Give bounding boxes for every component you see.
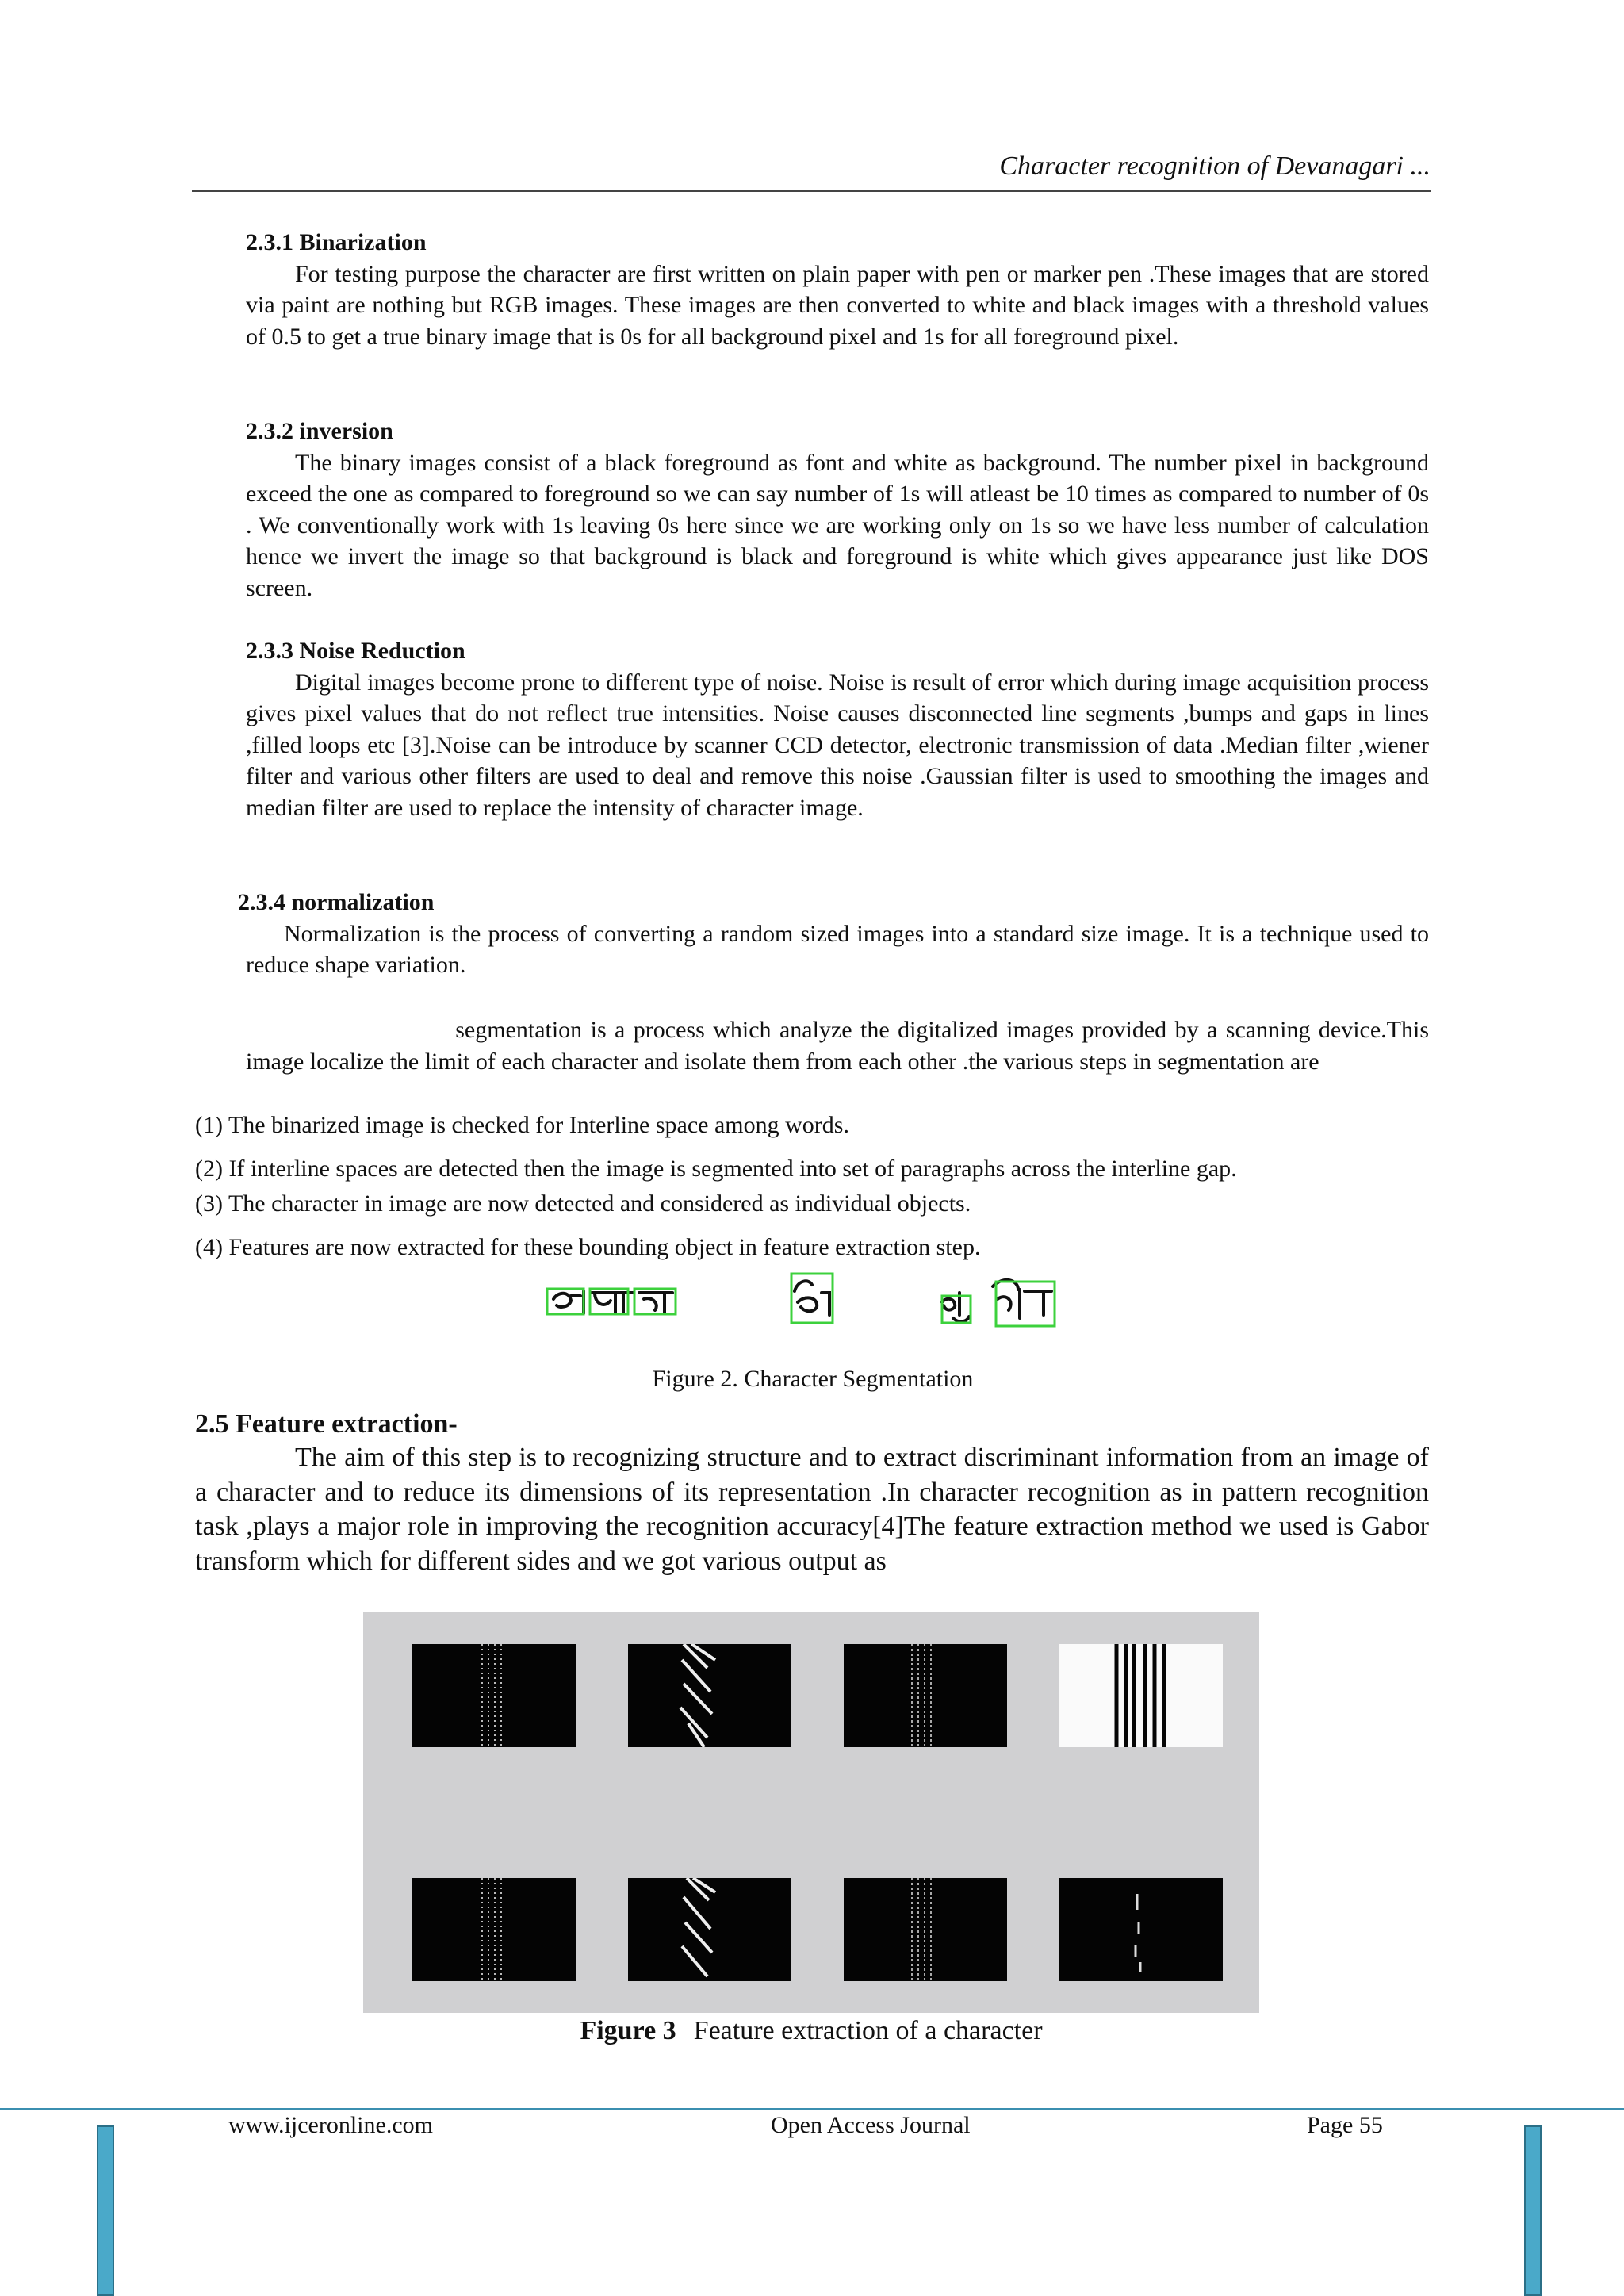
running-header: Character recognition of Devanagari ... <box>999 151 1431 181</box>
section-body-binarization: For testing purpose the character are first written on plain paper with pen or marker pen .These images that are stored via paint are nothing but RGB images. These images are then converted to white and black images with a threshold values of 0.5 to get a true binary image that is 0s for all background pixel and 1s for all foreground pixel. <box>246 260 1429 350</box>
segmentation-step: (3) The character in image are now detected and considered as individual objects. <box>195 1190 971 1217</box>
segmentation-intro-block <box>218 1013 1429 1077</box>
figure-2-caption: Figure 2. Character Segmentation <box>652 1366 974 1392</box>
section-heading-binarization: 2.3.1 Binarization <box>246 229 427 255</box>
section-heading-normalization: 2.3.4 normalization <box>238 889 435 915</box>
figure-3-image <box>363 1612 1259 2013</box>
footer-page-number: Page 55 <box>1307 2112 1383 2138</box>
section-body-noise-reduction: Digital images become prone to different type of noise. Noise is result of error which during image acquisition process gives pixel values that do not reflect true intensities. Noise causes disconnected line segments ,bumps and gaps in lines ,filled loops etc [3].Noise can be introduce by scanner CCD detector, electronic transmission of data .Median filter ,wiener filter and various other filters are used to deal and remove this noise .Gaussian filter is used to smoothing the images and median filter are used to replace the intensity of character image. <box>246 669 1429 821</box>
gabor-output-tile <box>412 1644 576 1747</box>
footer-right-accent-bar <box>1524 2125 1542 2296</box>
gabor-output-tile <box>1059 1878 1223 1981</box>
section-binarization <box>246 227 1429 352</box>
section-noise-reduction <box>246 635 1429 823</box>
figure-3-label: Figure 3 <box>580 2016 676 2045</box>
section-normalization <box>238 887 1429 981</box>
segmentation-intro: segmentation is a process which analyze the digitalized images provided by a scanning device.This image localize the limit of each character and isolate them from each other .the various steps in segmentation are <box>246 1017 1429 1075</box>
gabor-output-tile <box>844 1644 1007 1747</box>
gabor-output-tile <box>628 1644 791 1747</box>
footer-journal: Open Access Journal <box>771 2112 971 2138</box>
segmentation-steps <box>195 1109 1432 1274</box>
gabor-output-tile <box>628 1878 791 1981</box>
header-divider <box>192 190 1431 192</box>
footer-left-accent-bar <box>97 2125 114 2296</box>
section-inversion <box>246 416 1429 604</box>
section-body-feature-extraction: The aim of this step is to recognizing structure and to extract discriminant information from an image of a character and to reduce its dimensions of its representation .In character recognition as in pattern recognition task ,plays a major role in improving the recognition accuracy[4]The feature extraction method we used is Gabor transform which for different sides and we got various output as <box>195 1443 1429 1576</box>
gabor-output-tile <box>844 1878 1007 1981</box>
segmented-characters-illustration <box>539 1269 1078 1332</box>
section-heading-feature-extraction: 2.5 Feature extraction- <box>195 1409 458 1439</box>
gabor-output-tile <box>412 1878 576 1981</box>
gabor-output-tile <box>1059 1644 1223 1747</box>
footer-website: www.ijceronline.com <box>228 2112 433 2138</box>
segmentation-step: (2) If interline spaces are detected then the image is segmented into set of paragraphs across the interline gap. <box>195 1156 1237 1182</box>
figure-3-caption <box>363 2014 1259 2048</box>
segmentation-step: (1) The binarized image is checked for Interline space among words. <box>195 1112 849 1138</box>
figure-2-segmentation-image <box>539 1269 1078 1332</box>
section-body-normalization: Normalization is the process of converting a random sized images into a standard size image. It is a technique used to reduce shape variation. <box>246 920 1429 978</box>
segmentation-step: (4) Features are now extracted for these bounding object in feature extraction step. <box>195 1234 981 1260</box>
section-heading-inversion: 2.3.2 inversion <box>246 418 393 444</box>
section-body-inversion: The binary images consist of a black foreground as font and white as background. The number pixel in background exceed the one as compared to foreground so we can say number of 1s will atleast be 10 times as compared to number of 0s . We conventionally work with 1s leaving 0s here since we are working only on 1s so we have less number of calculation hence we invert the image so that background is black and foreground is white which gives appearance just like DOS screen. <box>246 449 1429 601</box>
section-heading-noise-reduction: 2.3.3 Noise Reduction <box>246 638 465 664</box>
figure-3-caption-text: Feature extraction of a character <box>693 2016 1043 2045</box>
